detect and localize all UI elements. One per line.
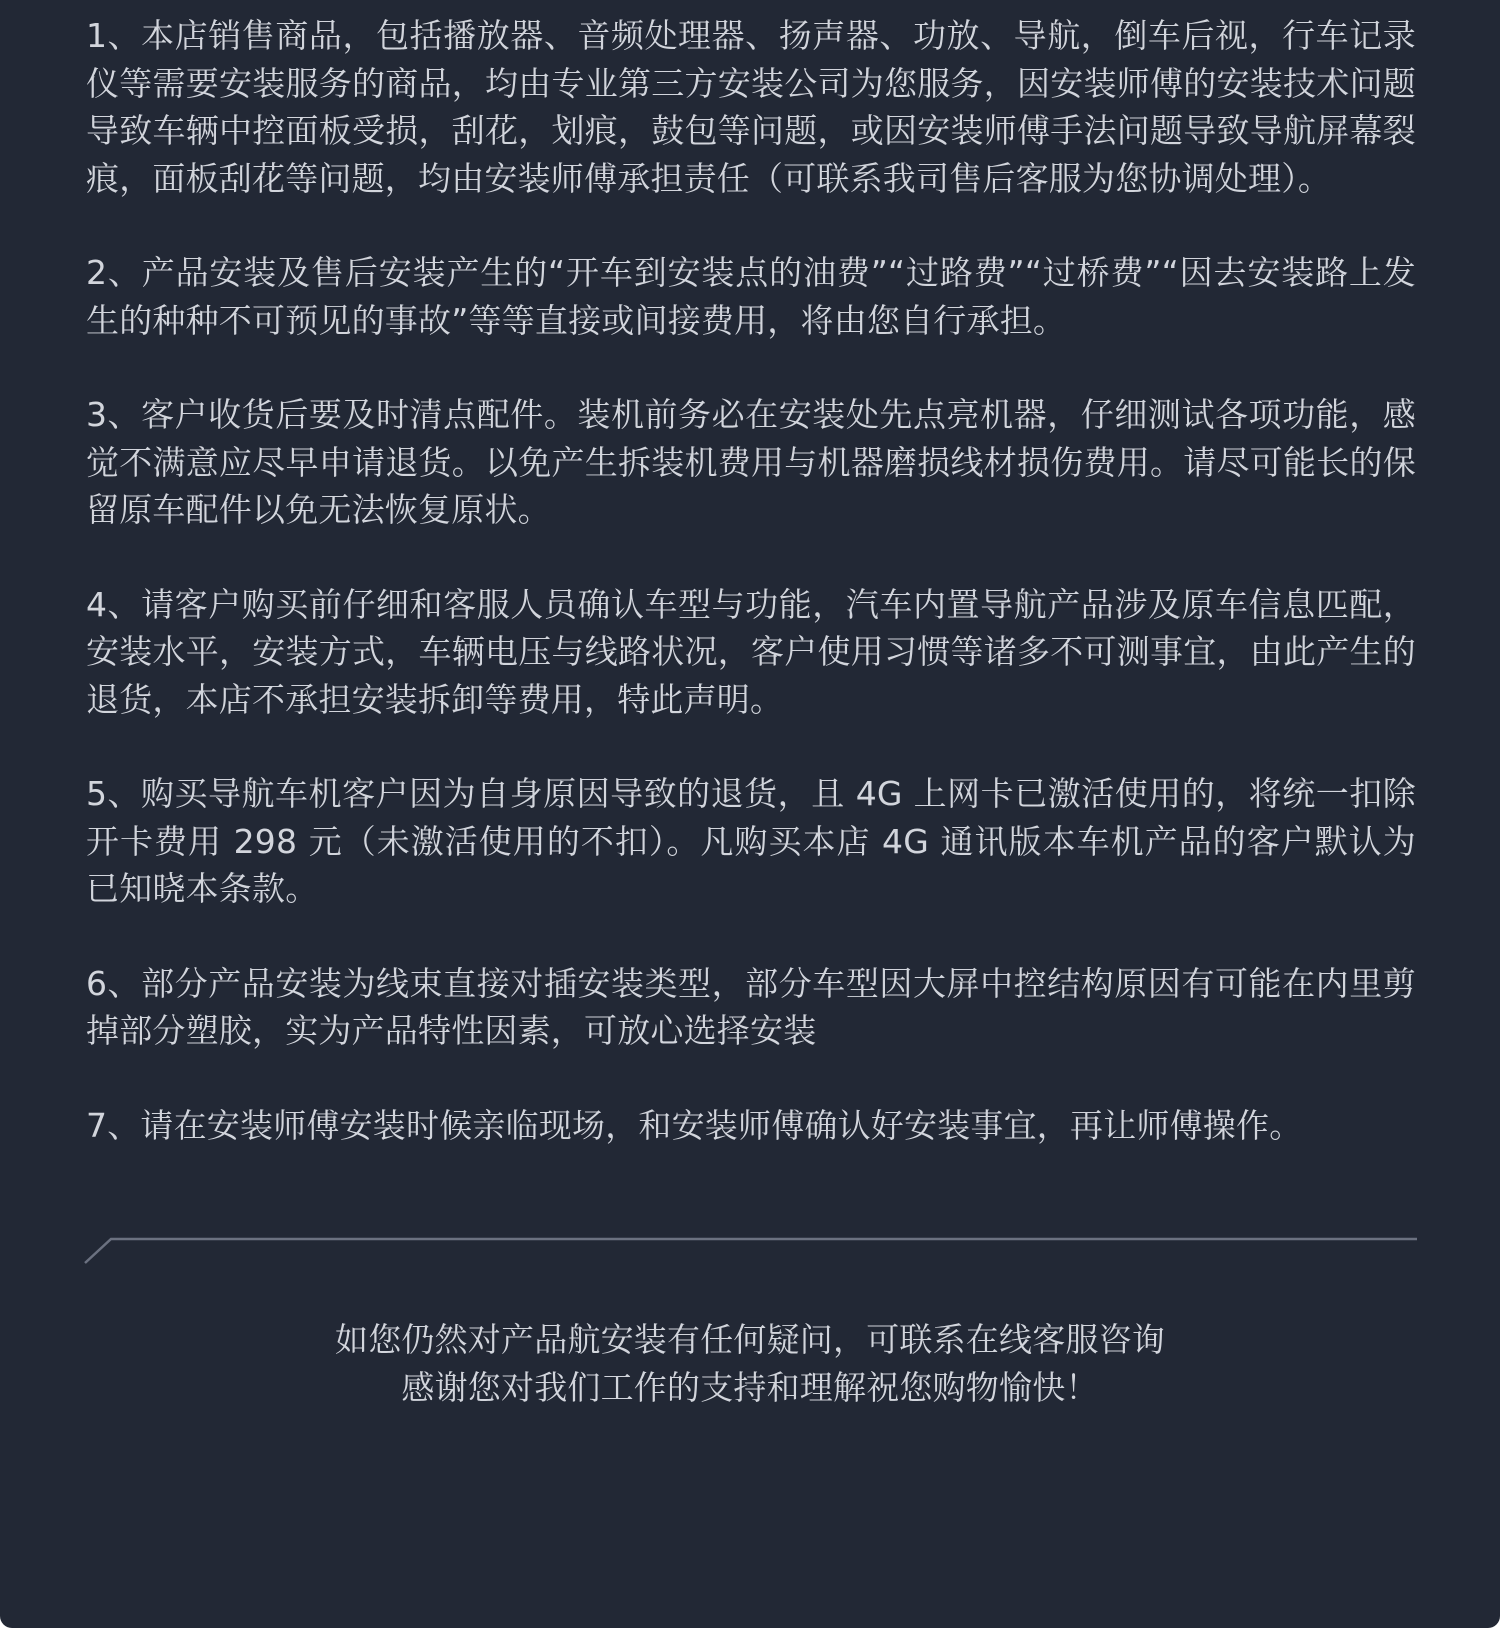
notice-list	[86, 12, 1416, 1196]
notice-item-7: 7、请在安装师傅安装时候亲临现场，和安装师傅确认好安装事宜，再让师傅操作。	[86, 1105, 1303, 1145]
notice-item-2: 2、产品安装及售后安装产生的“开车到安装点的油费”“过路费”“过桥费”“因去安装路上发生的种种不可预见的事故”等等直接或间接费用，将由您自行承担。	[86, 253, 1416, 340]
notice-item-1: 1、本店销售商品，包括播放器、音频处理器、扬声器、功放、导航，倒车后视，行车记录仪等需要安装服务的商品，均由专业第三方安装公司为您服务，因安装师傅的安装技术问题导致车辆中控面板受损，刮花，划痕，鼓包等问题，或因安装师傅手法问题导致导航屏幕裂痕，面板刮花等问题，均由安装师傅承担责任（可联系我司售后客服为您协调处理）。	[86, 16, 1416, 198]
divider-line	[84, 1234, 1418, 1264]
closing-line-contact: 如您仍然对产品航安装有任何疑问，可联系在线客服咨询	[335, 1320, 1165, 1359]
notice-item-3: 3、客户收货后要及时清点配件。装机前务必在安装处先点亮机器，仔细测试各项功能，感觉不满意应尽早申请退货。以免产生拆装机费用与机器磨损线材损伤费用。请尽可能长的保留原车配件以免无法恢复原状。	[86, 395, 1416, 529]
closing-line-thanks: 感谢您对我们工作的支持和理解祝您购物愉快！	[401, 1368, 1099, 1407]
notice-item-5: 5、购买导航车机客户因为自身原因导致的退货，且 4G 上网卡已激活使用的，将统一扣除开卡费用 298 元（未激活使用的不扣）。凡购买本店 4G 通讯版本车机产品的客户默认为已知晓本条款。	[86, 774, 1416, 908]
closing-message	[0, 1316, 1500, 1412]
notice-item-4: 4、请客户购买前仔细和客服人员确认车型与功能，汽车内置导航产品涉及原车信息匹配，安装水平，安装方式，车辆电压与线路状况，客户使用习惯等诸多不可测事宜，由此产生的退货，本店不承担安装拆卸等费用，特此声明。	[86, 584, 1416, 719]
notice-item-6: 6、部分产品安装为线束直接对插安装类型，部分车型因大屏中控结构原因有可能在内里剪掉部分塑胶，实为产品特性因素，可放心选择安装	[86, 963, 1416, 1050]
